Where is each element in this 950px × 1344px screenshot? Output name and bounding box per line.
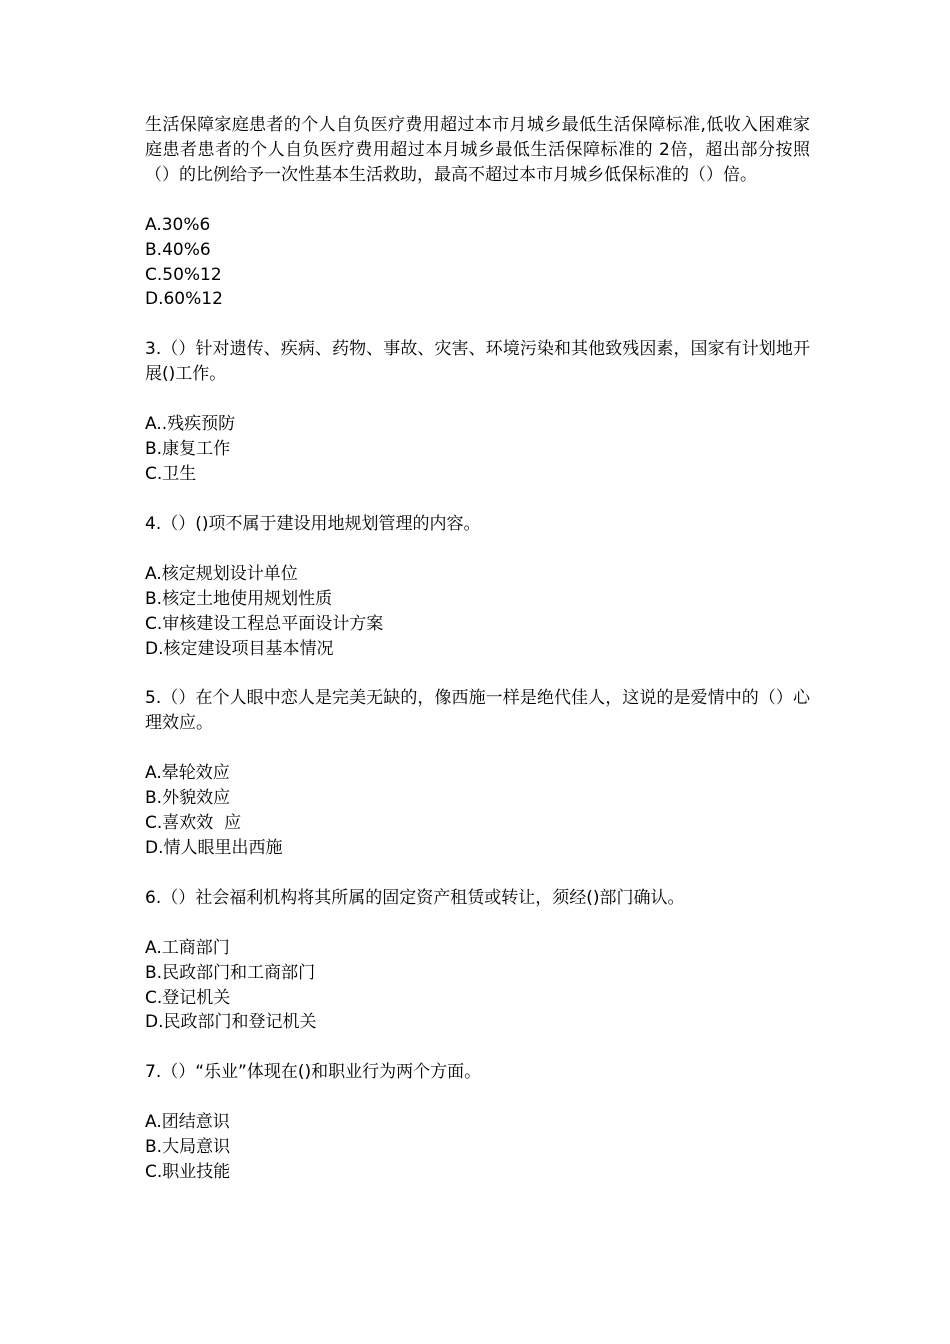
option-b: B.康复工作 [145,439,231,460]
option-list [145,761,810,861]
question-block [145,886,810,1036]
option-c: C.喜欢效 应 [145,813,242,834]
question-text: 生活保障家庭患者的个人自负医疗费用超过本市月城乡最低生活保障标准,低收入困难家庭患者患者的个人自负医疗费用超过本月城乡最低生活保障标准的 2倍，超出部分按照（）的比例给予一次性基本生活救助，最高不超过本市月城乡低保标准的（）倍。 [145,115,810,185]
option-d: D.民政部门和登记机关 [145,1012,317,1033]
question-block [145,512,810,662]
option-a: A.核定规划设计单位 [145,563,298,584]
option-a: A..残疾预防 [145,414,236,435]
option-a: A.工商部门 [145,937,230,958]
option-d: D.情人眼里出西施 [145,837,283,858]
option-list [145,213,810,313]
option-d: D.核定建设项目基本情况 [145,638,334,659]
option-c: C.50%12 [145,264,222,285]
question-text: 6.（）社会福利机构将其所属的固定资产租赁或转让，须经()部门确认。 [145,887,685,908]
option-b: B.核定土地使用规划性质 [145,588,333,609]
option-a: A.团结意识 [145,1112,230,1133]
option-c: C.审核建设工程总平面设计方案 [145,613,384,634]
question-text: 5.（）在个人眼中恋人是完美无缺的，像西施一样是绝代佳人，这说的是爱情中的（）心理效应。 [145,688,810,734]
option-list [145,1110,810,1185]
question-block [145,686,810,860]
option-a: A.30%6 [145,214,211,235]
option-a: A.晕轮效应 [145,763,230,784]
option-list [145,562,810,662]
question-block [145,113,810,312]
question-block [145,1060,810,1185]
option-c: C.卫生 [145,463,197,484]
option-list [145,412,810,487]
option-b: B.40%6 [145,239,211,260]
option-c: C.职业技能 [145,1162,231,1183]
document-content [145,113,810,1210]
option-b: B.民政部门和工商部门 [145,962,316,983]
option-c: C.登记机关 [145,987,231,1008]
option-b: B.大局意识 [145,1137,231,1158]
option-list [145,936,810,1036]
option-d: D.60%12 [145,289,223,310]
option-b: B.外貌效应 [145,788,231,809]
question-text: 4.（）()项不属于建设用地规划管理的内容。 [145,513,481,534]
question-text: 7.（）“乐业”体现在()和职业行为两个方面。 [145,1062,482,1083]
question-text: 3.（）针对遗传、疾病、药物、事故、灾害、环境污染和其他致残因素，国家有计划地开展()工作。 [145,339,810,385]
question-block [145,337,810,487]
